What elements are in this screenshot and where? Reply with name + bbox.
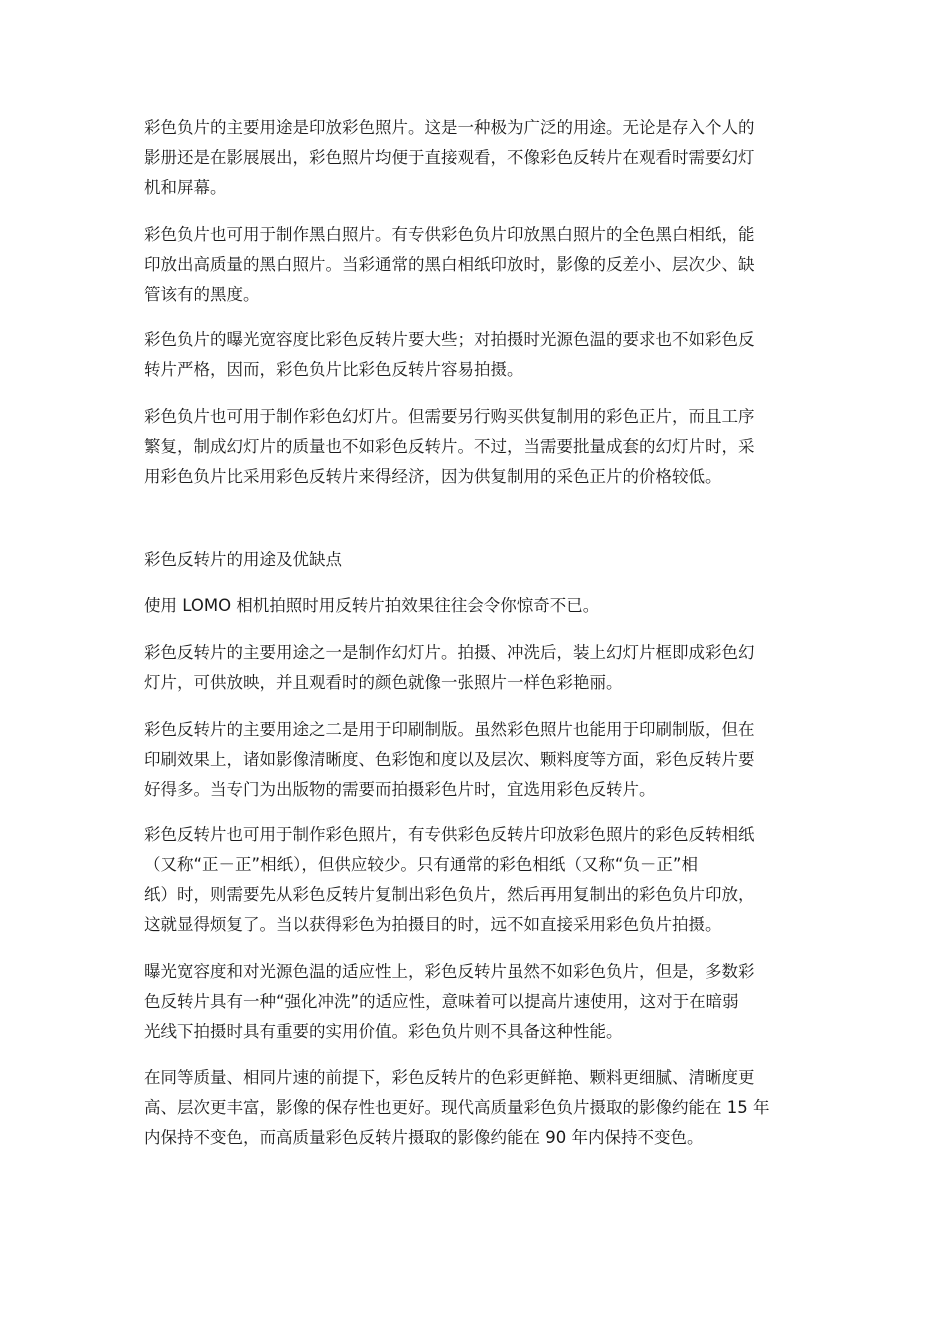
paragraph-reversal-film-printing: 彩色反转片的主要用途之二是用于印刷制版。虽然彩色照片也能用于印刷制版，但在 印刷效果上，诸如影像清晰度、色彩饱和度以及层次、颗料度等方面，彩色反转片要 好得多。当专门为出版物的需要而拍摄彩色片时，宜选用彩色反转片。 bbox=[144, 720, 755, 799]
paragraph-negative-film-uses: 彩色负片的主要用途是印放彩色照片。这是一种极为广泛的用途。无论是存入个人的 影册还是在影展展出，彩色照片均便于直接观看，不像彩色反转片在观看时需要幻灯 机和屏幕。 bbox=[144, 118, 755, 197]
section-heading-reversal-film: 彩色反转片的用途及优缺点 bbox=[144, 550, 342, 569]
paragraph-negative-film-slides: 彩色负片也可用于制作彩色幻灯片。但需要另行购买供复制用的彩色正片，而且工序 繁复，制成幻灯片的质量也不如彩色反转片。不过，当需要批量成套的幻灯片时，采 用彩色负片比采用彩色反转片来得经济，因为供复制用的采色正片的价格较低。 bbox=[144, 407, 755, 486]
paragraph-negative-film-latitude: 彩色负片的曝光宽容度比彩色反转片要大些；对拍摄时光源色温的要求也不如彩色反 转片严格，因而，彩色负片比彩色反转片容易拍摄。 bbox=[144, 330, 755, 379]
paragraph-reversal-film-slides: 彩色反转片的主要用途之一是制作幻灯片。拍摄、冲洗后，装上幻灯片框即成彩色幻 灯片，可供放映，并且观看时的颜色就像一张照片一样色彩艳丽。 bbox=[144, 643, 755, 692]
paragraph-negative-film-bw-prints: 彩色负片也可用于制作黑白照片。有专供彩色负片印放黑白照片的全色黑白相纸，能 印放出高质量的黑白照片。当彩通常的黑白相纸印放时，影像的反差小、层次少、缺 管该有的黑度。 bbox=[144, 225, 755, 304]
paragraph-reversal-film-quality: 在同等质量、相同片速的前提下，彩色反转片的色彩更鲜艳、颗料更细腻、清晰度更 高、层次更丰富，影像的保存性也更好。现代高质量彩色负片摄取的影像约能在 15 年 内保持不变色，而高质量彩色反转片摄取的影像约能在 90 年内保持不变色。 bbox=[144, 1068, 770, 1147]
paragraph-reversal-film-color-prints: 彩色反转片也可用于制作彩色照片，有专供彩色反转片印放彩色照片的彩色反转相纸 （又称“正－正”相纸），但供应较少。只有通常的彩色相纸（又称“负－正”相 纸）时，则需要先从彩色反转片复制出彩色负片，然后再用复制出的彩色负片印放， 这就显得烦复了。当以获得彩色为拍摄目的时，远不如直接采用彩色负片拍摄。 bbox=[144, 825, 755, 934]
paragraph-lomo-camera: 使用 LOMO 相机拍照时用反转片拍效果往往会令你惊奇不已。 bbox=[144, 596, 600, 615]
paragraph-reversal-film-push-processing: 曝光宽容度和对光源色温的适应性上，彩色反转片虽然不如彩色负片，但是，多数彩 色反转片具有一种“强化冲洗”的适应性，意味着可以提高片速使用，这对于在暗弱 光线下拍摄时具有重要的实用价值。彩色负片则不具备这种性能。 bbox=[144, 962, 755, 1041]
